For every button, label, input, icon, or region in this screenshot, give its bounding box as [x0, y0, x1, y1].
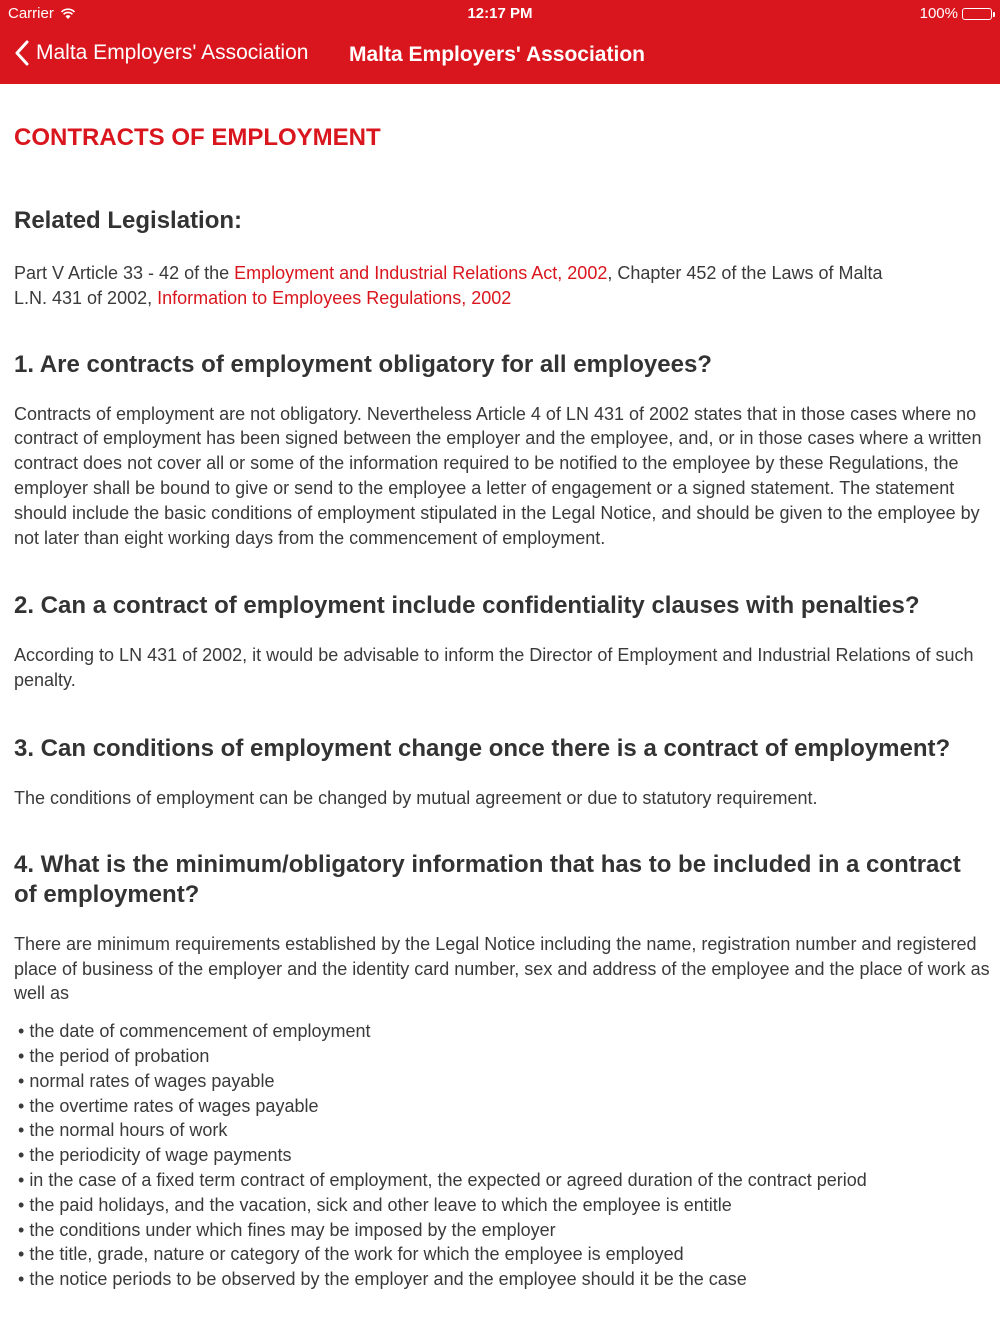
- list-item: • in the case of a fixed term contract of employment, the expected or agreed duration of the contract period: [14, 1168, 990, 1193]
- list-item: • the title, grade, nature or category of the work for which the employee is employed: [14, 1242, 990, 1267]
- battery-group: [920, 5, 992, 22]
- battery-icon: [962, 8, 992, 20]
- related-legislation-heading: Related Legislation:: [14, 207, 243, 234]
- list-item: • the period of probation: [14, 1044, 990, 1069]
- list-item: • the normal hours of work: [14, 1118, 990, 1143]
- list-item: • the overtime rates of wages payable: [14, 1094, 990, 1119]
- related-text-2: , Chapter 452 of the Laws of Malta: [607, 263, 883, 283]
- navigation-header: [0, 0, 1000, 84]
- list-item: • the paid holidays, and the vacation, sick and other leave to which the employee is entitle: [14, 1193, 990, 1218]
- question-1-heading: 1. Are contracts of employment obligatory for all employees?: [14, 350, 712, 378]
- list-item: • the notice periods to be observed by the employer and the employee should it be the case: [14, 1267, 990, 1292]
- answer-2-text: According to LN 431 of 2002, it would be advisable to inform the Director of Employment and Industrial Relations of such penalty.: [14, 645, 974, 691]
- related-text-3: L.N. 431 of 2002,: [14, 287, 158, 308]
- answer-4-text: There are minimum requirements established by the Legal Notice including the name, registration number and registered place of business of the employer and the identity card number, sex and address of the employee and the place of work as well as: [14, 933, 990, 1004]
- nav-bar: [0, 28, 1000, 84]
- status-bar: [0, 0, 1000, 28]
- list-item: • the periodicity of wage payments: [14, 1143, 990, 1168]
- back-button-label: Malta Employers' Association: [36, 41, 309, 64]
- chevron-left-icon: [14, 40, 30, 66]
- question-4-heading: 4. What is the minimum/obligatory information that has to be included in a contract of employment?: [14, 850, 961, 908]
- related-text-1: Part V Article 33 - 42 of the: [14, 263, 235, 283]
- back-button[interactable]: [14, 40, 308, 66]
- battery-percent: 100%: [919, 5, 958, 22]
- question-2-heading: 2. Can a contract of employment include confidentiality clauses with penalties?: [14, 592, 920, 620]
- article-content: [14, 84, 990, 1292]
- nav-title: Malta Employers' Association: [349, 43, 645, 66]
- answer-3-text: The conditions of employment can be changed by mutual agreement or due to statutory requirement.: [14, 787, 818, 808]
- employment-act-link[interactable]: Employment and Industrial Relations Act, 2002: [234, 263, 608, 283]
- clock: 12:17 PM: [467, 5, 533, 22]
- related-legislation-text: [14, 261, 990, 311]
- information-regulations-link[interactable]: Information to Employees Regulations, 2002: [157, 287, 512, 308]
- required-information-list: [14, 1019, 990, 1292]
- list-item: • normal rates of wages payable: [14, 1069, 990, 1094]
- page-title: CONTRACTS OF EMPLOYMENT: [14, 124, 381, 151]
- answer-1-text: Contracts of employment are not obligatory. Nevertheless Article 4 of LN 431 of 2002 states that in those cases where no contract of employment has been signed between the employer and the employee, and, or in those cases where a written contract does not cover all or some of the information required to be notified to the employee by these Regulations, the employer shall be bound to give or send to the employee a letter of engagement or a signed statement. The statement should include the basic conditions of employment stipulated in the Legal Notice, and should be given to the employee by not later than eight working days from the commencement of employment.: [14, 403, 982, 548]
- question-3-heading: 3. Can conditions of employment change once there is a contract of employment?: [14, 734, 951, 762]
- carrier-label: Carrier: [8, 5, 54, 22]
- list-item: • the date of commencement of employment: [14, 1019, 990, 1044]
- list-item: • the conditions under which fines may be imposed by the employer: [14, 1218, 990, 1243]
